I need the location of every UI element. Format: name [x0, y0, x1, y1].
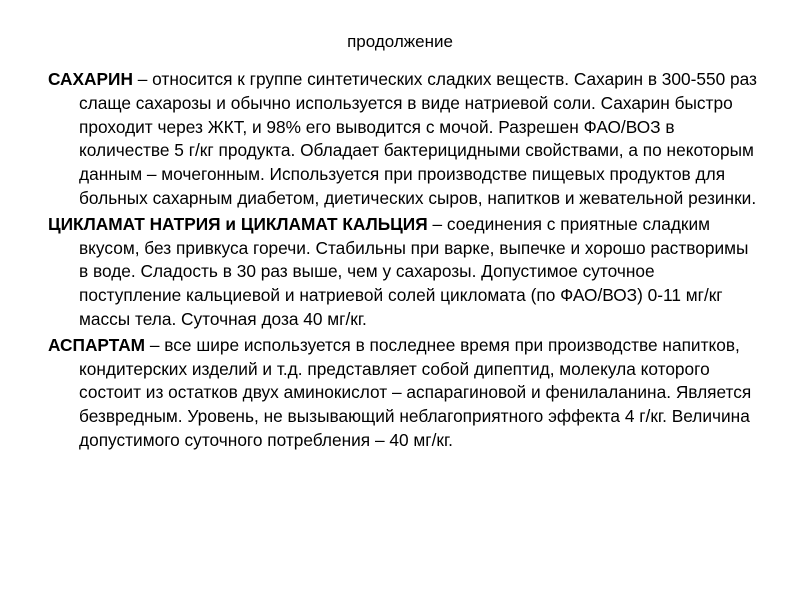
- paragraph-aspartame: [48, 334, 758, 453]
- paragraph-saccharin: [48, 68, 758, 211]
- paragraph-text: – все шире используется в последнее время при производстве напитков, кондитерских изделий и т.д. представляет собой дипептид, молекула которого состоит из остатков двух аминокислот – аспарагиновой и фенилаланина. Является безвредным. Уровень, не вызывающий неблагоприятного эффекта 4 г/кг. Величина допустимого суточного потребления – 40 мг/кг.: [79, 334, 752, 450]
- slide-body: [48, 68, 758, 455]
- slide-title: продолжение: [347, 32, 453, 51]
- paragraph-text: – относится к группе синтетических сладких веществ. Сахарин в 300-550 раз слаще сахарозы и обычно используется в виде натриевой соли. Сахарин быстро проходит через ЖКТ, и 98% его выводится с мочой. Разрешен ФАО/ВОЗ в количестве 5 г/кг продукта. Обладает бактерицидными свойствами, а по некоторым данным – мочегонным. Используется при производстве пищевых продуктов для больных сахарным диабетом, диетических сыров, напитков и жевательной резинки.: [79, 69, 757, 208]
- term-cyclamate: ЦИКЛАМАТ НАТРИЯ и ЦИКЛАМАТ КАЛЬЦИЯ: [48, 213, 428, 234]
- paragraph-text: – соединения с приятные сладким вкусом, без привкуса горечи. Стабильны при варке, выпечке и хорошо растворимы в воде. Сладость в 30 раз выше, чем у сахарозы. Допустимое суточное поступление кальциевой и натриевой солей цикломата (по ФАО/ВОЗ) 0-11 мг/кг массы тела. Суточная доза 40 мг/кг.: [79, 213, 749, 329]
- term-saccharin: САХАРИН: [48, 69, 133, 89]
- term-aspartame: АСПАРТАМ: [48, 334, 146, 355]
- paragraph-cyclamate: [48, 213, 758, 332]
